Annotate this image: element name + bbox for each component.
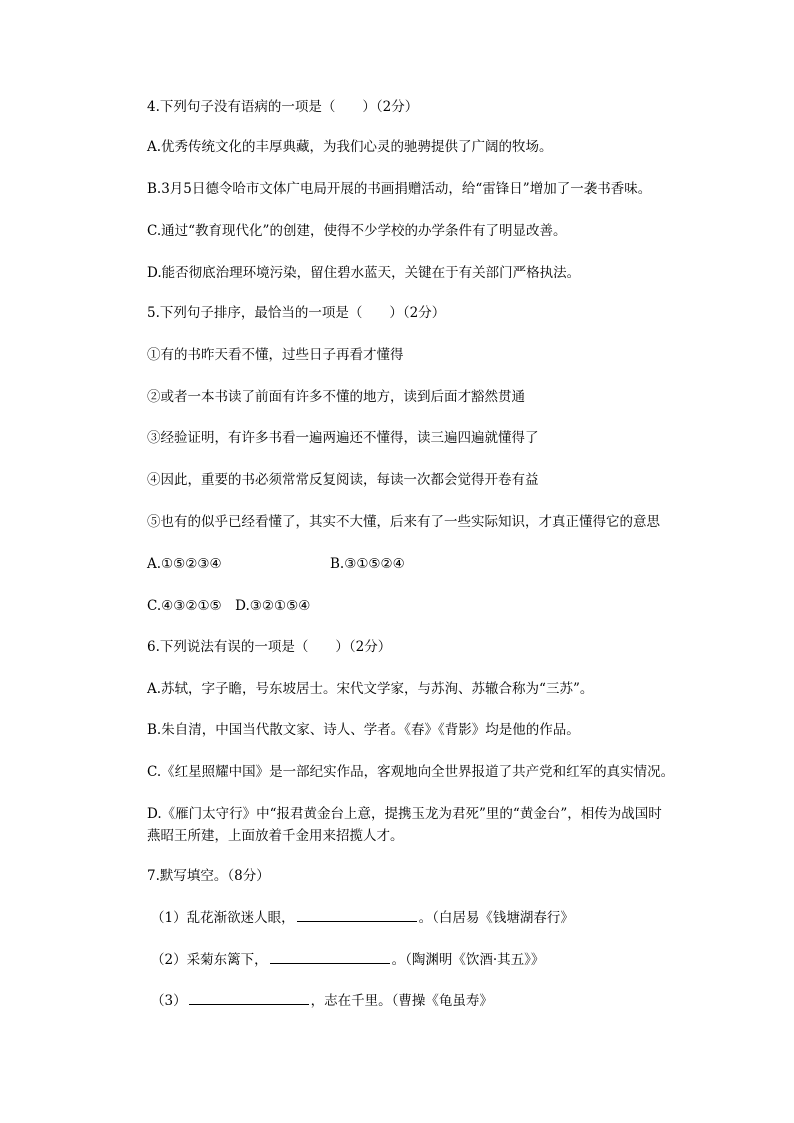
q6-stem: 6.下列说法有误的一项是（ ）（2分） (147, 639, 392, 655)
q4-option-d: D.能否彻底治理环境污染，留住碧水蓝天，关键在于有关部门严格执法。 (147, 265, 581, 281)
q4-option-b: B.3月5日德令哈市文体广电局开展的书画捐赠活动，给“雷锋日”增加了一袭书香味。 (147, 181, 652, 197)
q5-sentence-2: ②或者一本书读了前面有许多不懂的地方，读到后面才豁然贯通 (147, 389, 525, 405)
q7-item-1 (151, 907, 574, 928)
q6-option-b: B.朱自清，中国当代散文家、诗人、学者。《春》《背影》均是他的作品。 (147, 722, 580, 738)
q5-stem: 5.下列句子排序，最恰当的一项是（ ）（2分） (147, 305, 446, 321)
q7-item-1-blank[interactable] (297, 907, 417, 922)
q5-option-b: B.③①⑤②④ (330, 556, 405, 572)
q7-item-3-suffix: ，志在千里。（曹操《龟虽寿》 (310, 993, 493, 1009)
q5-sentence-5: ⑤也有的似乎已经看懂了，其实不大懂，后来有了一些实际知识，才真正懂得它的意思 (147, 514, 660, 530)
q5-option-cd: C.④③②①⑤ D.③②①⑤④ (147, 598, 311, 614)
q7-item-2 (151, 949, 544, 970)
q5-sentence-4: ④因此，重要的书必须常常反复阅读，每读一次都会觉得开卷有益 (147, 472, 539, 488)
q6-option-a: A.苏轼，字子瞻，号东坡居士。宋代文学家，与苏洵、苏辙合称为“三苏”。 (147, 681, 594, 697)
q6-option-d: D.《雁门太守行》中“报君黄金台上意，提携玉龙为君死”里的“黄金台”，相传为战国时燕昭王所建，上面放着千金用来招揽人才。 (147, 806, 662, 844)
q7-item-3 (151, 990, 493, 1011)
q5-option-a: A.①⑤②③④ (147, 556, 222, 572)
q4-option-a: A.优秀传统文化的丰厚典藏，为我们心灵的驰骋提供了广阔的牧场。 (147, 139, 553, 155)
q7-item-3-prefix: （3） (151, 993, 187, 1009)
q5-sentence-1: ①有的书昨天看不懂，过些日子再看才懂得 (147, 347, 404, 363)
q6-option-c: C.《红星照耀中国》是一部纪实作品，客观地向全世界报道了共产党和红军的真实情况。 (147, 764, 675, 780)
q7-item-2-suffix: 。（陶渊明《饮酒·其五》》 (391, 952, 545, 968)
q7-item-1-prefix: （1）乱花渐欲迷人眼， (151, 910, 295, 926)
q7-item-3-blank[interactable] (189, 990, 309, 1005)
q7-item-2-blank[interactable] (270, 949, 390, 964)
q7-stem: 7.默写填空。（8分） (147, 868, 270, 884)
q7-item-2-prefix: （2）采菊东篱下， (151, 952, 268, 968)
q5-sentence-3: ③经验证明，有许多书看一遍两遍还不懂得，读三遍四遍就懂得了 (147, 430, 539, 446)
q7-item-1-suffix: 。（白居易《钱塘湖春行》 (418, 910, 574, 926)
q4-option-c: C.通过“教育现代化”的创建，使得不少学校的办学条件有了明显改善。 (147, 223, 567, 239)
q4-stem: 4.下列句子没有语病的一项是（ ）（2分） (147, 99, 419, 115)
